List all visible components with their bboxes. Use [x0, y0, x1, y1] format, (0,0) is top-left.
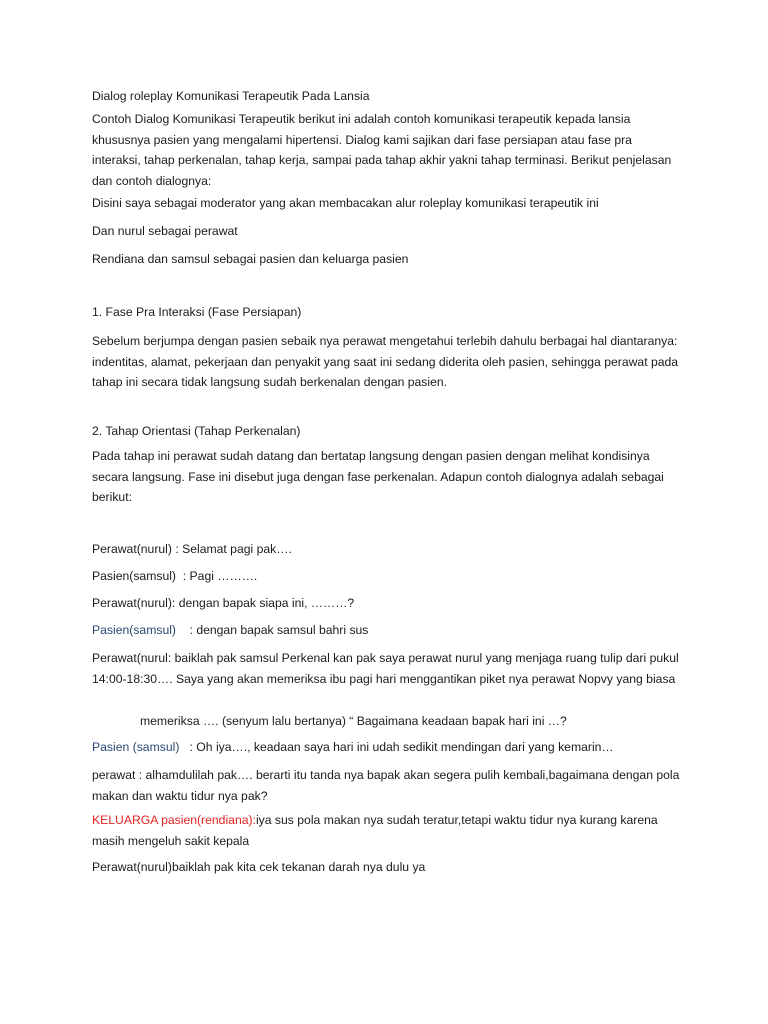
section2-heading: 2. Tahap Orientasi (Tahap Perkenalan) [92, 424, 301, 438]
dialog-text: : dengan bapak samsul bahri sus [176, 623, 369, 637]
dialog-line [92, 539, 682, 560]
role-pasien: Rendiana dan samsul sebagai pasien dan keluarga pasien [92, 252, 409, 266]
dialog-text: baiklah pak samsul Perkenal kan pak saya perawat nurul yang menjaga ruang tulip dari pukul 14:00-18:30…. Saya yang akan memeriksa ibu pagi hari menggantikan piket nya perawat Nopvy yang biasa [92, 651, 679, 686]
speaker-label: Perawat(nurul): [92, 596, 176, 610]
speaker-label: Perawat(nurul) [92, 860, 172, 874]
speaker-label: Pasien(samsul) [92, 623, 176, 637]
dialog-line [92, 857, 682, 878]
dialog-line [92, 566, 682, 587]
document-title: Dialog roleplay Komunikasi Terapeutik Pada Lansia [92, 89, 370, 103]
speaker-label: Pasien(samsul) : [92, 569, 187, 583]
intro-paragraph: Contoh Dialog Komunikasi Terapeutik berikut ini adalah contoh komunikasi terapeutik kepada lansia khususnya pasien yang mengalami hipertensi. Dialog kami sajikan dari fase persiapan atau fase pra interaksi, tahap perkenalan, tahap kerja, sampai pada tahap akhir yakni tahap terminasi. Berikut penjelasan dan contoh dialognya: [92, 112, 672, 188]
role-moderator: Disini saya sebagai moderator yang akan membacakan alur roleplay komunikasi terapeutik ini [92, 196, 599, 210]
speaker-label: Pasien (samsul) [92, 740, 180, 754]
dialog-text: Pagi ………. [186, 569, 258, 583]
section1-heading: 1. Fase Pra Interaksi (Fase Persiapan) [92, 305, 302, 319]
dialog-text: memeriksa …. (senyum lalu bertanya) “ Bagaimana keadaan bapak hari ini …? [140, 714, 567, 728]
dialog-text: : Oh iya…., keadaan saya hari ini udah sedikit mendingan dari yang kemarin… [179, 740, 614, 754]
dialog-line [92, 593, 682, 614]
dialog-text: baiklah pak kita cek tekanan darah nya dulu ya [171, 860, 426, 874]
dialog-line [92, 648, 682, 689]
speaker-label: Perawat(nurul) : [92, 542, 179, 556]
dialog-text: Selamat pagi pak…. [178, 542, 292, 556]
dialog-line [92, 810, 682, 851]
dialog-text: dengan bapak siapa ini, ………? [175, 596, 355, 610]
dialog-line [92, 765, 682, 806]
dialog-line [92, 737, 682, 758]
section2-body: Pada tahap ini perawat sudah datang dan bertatap langsung dengan pasien dengan melihat kondisinya secara langsung. Fase ini disebut juga dengan fase perkenalan. Adapun contoh dialognya adalah sebagai berikut: [92, 449, 664, 504]
dialog-line [92, 620, 682, 641]
speaker-label: KELUARGA pasien(rendiana): [92, 813, 256, 827]
section1-body: Sebelum berjumpa dengan pasien sebaik nya perawat mengetahui terlebih dahulu berbagai hal diantaranya: indentitas, alamat, pekerjaan dan penyakit yang saat ini sedang diderita oleh pasien, sehingga perawat pada tahap ini secara tidak langsung sudah berkenalan dengan pasien. [92, 334, 679, 389]
speaker-label: Perawat(nurul: [92, 651, 172, 665]
dialog-text: perawat : alhamdulilah pak…. berarti itu tanda nya bapak akan segera pulih kembali,bagaimana dengan pola makan dan waktu tidur nya pak? [92, 768, 680, 803]
role-perawat: Dan nurul sebagai perawat [92, 224, 238, 238]
dialog-text: iya sus pola makan nya sudah teratur,tetapi waktu tidur nya kurang karena masih mengeluh sakit kepala [92, 813, 658, 848]
dialog-line-indented [140, 711, 680, 732]
